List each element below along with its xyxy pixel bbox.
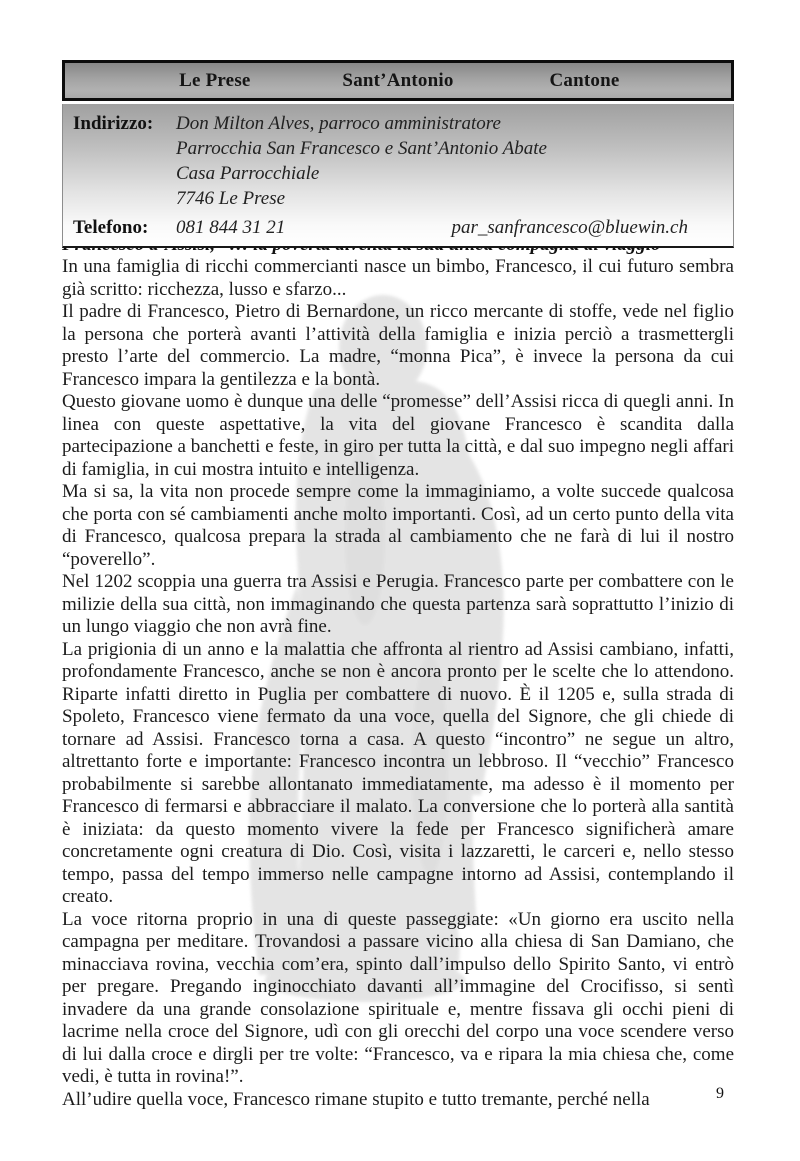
article-paragraph: La voce ritorna proprio in una di queste passeggiate: «Un giorno era uscito nella campagna per meditare. Trovandosi a passare vicino alla chiesa di San Damiano, che minacciava rovina, vecchia com’era, spinto dall’impulso dello Spirito Santo, vi entrò per pregare. Pregando inginocchiato davanti all’immagine del Crocifisso, si sentì invadere da una grande consolazione spirituale e, mentre fissava gli occhi pieni di lacrime nella croce del Signore, udì con gli orecchi del corpo una voce scendere verso di lui dalla croce e dirgli per tre volte: “Francesco, va e ripara la mia chiesa che, come vedi, è tutta in rovina!”. <box>62 908 734 1087</box>
address-lines <box>176 111 733 211</box>
article-paragraph: La prigionia di un anno e la malattia che affronta al rientro ad Assisi cambiano, infatti, profondamente Francesco, anche se non è ancora pronto per le scelte che lo attendono. Riparte infatti diretto in Puglia per combattere di nuovo. È il 1205 e, sulla strada di Spoleto, Francesco viene fermato da una voce, quella del Signore, che gli chiede di tornare ad Assisi. Francesco torna a casa. A questo “incontro” ne segue un altro, altrettanto forte e importante: Francesco incontra un lebbroso. Il “vecchio” Francesco probabilmente si sarebbe allontanato immediatamente, ma adesso è il momento per Francesco di fermarsi e abbracciare il malato. La conversione che lo porterà alla santità è iniziata: da questo momento vivere la fede per Francesco significherà amare concretamente ogni creatura di Dio. Così, visita i lazzaretti, le carceri e, nello stesso tempo, passa del tempo immerso nelle campagne intorno ad Assisi, contemplando il creato. <box>62 638 734 907</box>
phone-row <box>63 215 733 240</box>
address-line: Don Milton Alves, parroco amministratore <box>176 113 501 134</box>
header-column-label: Sant’Antonio <box>342 69 454 91</box>
article-paragraph: In una famiglia di ricchi commercianti nasce un bimbo, Francesco, il cui futuro sembra già scritto: ricchezza, lusso e sfarzo... <box>62 256 734 300</box>
article-paragraphs <box>62 256 734 1111</box>
article-body <box>62 233 734 1111</box>
article-paragraph: Questo giovane uomo è dunque una delle “promesse” dell’Assisi ricca di quegli anni. In linea con queste aspettative, la vita del giovane Francesco è scandita dalla partecipazione a banchetti e feste, in giro per tutta la città, e dal suo impegno negli affari di famiglia, in cui mostra intuito e intelligenza. <box>62 391 734 480</box>
page-number: 9 <box>716 1085 724 1102</box>
article-paragraph: All’udire quella voce, Francesco rimane stupito e tutto tremante, perché nella <box>62 1088 650 1110</box>
village-header-bar <box>62 60 734 101</box>
phone-label: Telefono: <box>73 217 149 238</box>
address-line: Parrocchia San Francesco e Sant’Antonio Abate <box>176 138 547 159</box>
address-line: Casa Parrocchiale <box>176 163 320 184</box>
parish-contact-block <box>62 104 734 248</box>
article-paragraph: Ma si sa, la vita non procede sempre come la immaginiamo, a volte succede qualcosa che porta con sé cambiamenti anche molto importanti. Così, ad un certo punto della vita di Francesco, qualcosa prepara la strada al cambiamento che ne farà di lui il nostro “poverello”. <box>62 481 734 570</box>
address-line: 7746 Le Prese <box>176 188 286 209</box>
header-column-label: Cantone <box>549 69 620 91</box>
header-column-label: Le Prese <box>179 69 251 91</box>
article-paragraph: Nel 1202 scoppia una guerra tra Assisi e Perugia. Francesco parte per combattere con le milizie della sua città, non immaginando che questa partenza sarà soprattutto l’inizio di un lungo viaggio che non avrà fine. <box>62 571 734 637</box>
address-label: Indirizzo: <box>73 113 154 134</box>
article-paragraph: Il padre di Francesco, Pietro di Bernardone, un ricco mercante di stoffe, vede nel figlio la persona che porterà avanti l’attività della famiglia e inizia perciò a trasmettergli presto l’arte del commercio. La madre, “monna Pica”, è invece la persona da cui Francesco impara la gentilezza e la bontà. <box>62 301 734 390</box>
email-address: par_sanfrancesco@bluewin.ch <box>451 217 688 238</box>
address-row <box>63 111 733 211</box>
phone-number: 081 844 31 21 <box>176 217 286 238</box>
